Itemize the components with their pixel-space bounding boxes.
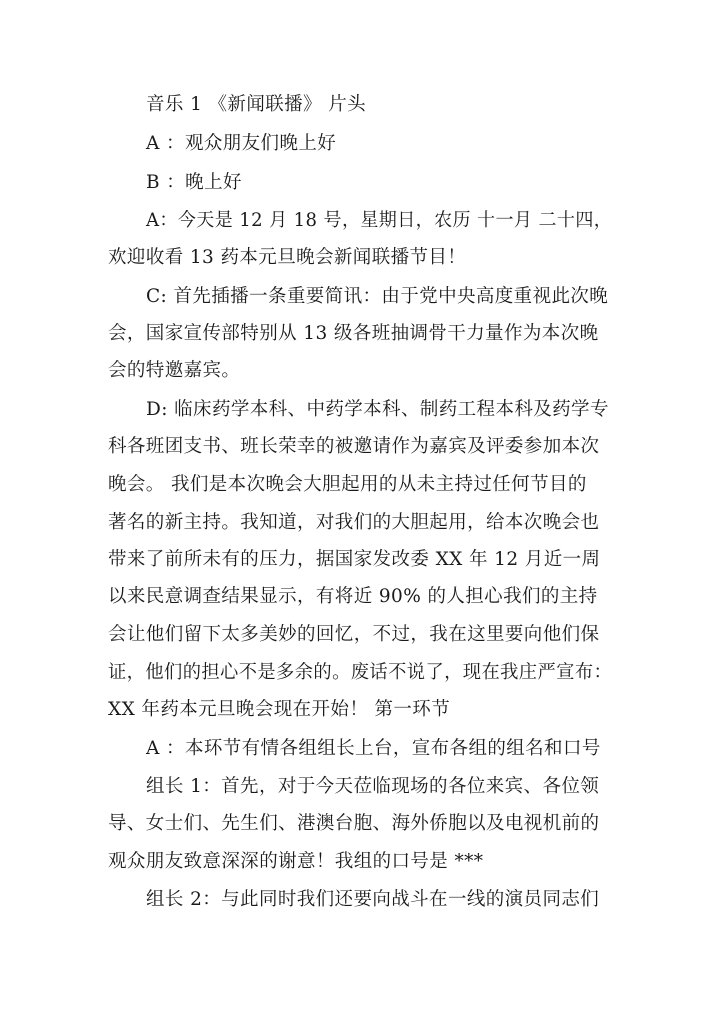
- text-line-21: 观众朋友致意深深的谢意！我组的口号是 ***: [108, 851, 484, 872]
- text-line-17: XX 年药本元旦晚会现在开始！ 第一环节: [108, 699, 451, 720]
- text-line-4: A：今天是 12 月 18 号，星期日，农历 十一月 二十四，: [146, 210, 613, 231]
- text-line-1: 音乐 1 《新闻联播》 片头: [146, 94, 367, 115]
- text-line-2: A ：观众朋友们晚上好: [146, 133, 337, 154]
- text-line-8: 会的特邀嘉宾。: [108, 360, 241, 381]
- text-line-6: C: 首先插播一条重要简讯：由于党中央高度重视此次晚: [146, 286, 609, 307]
- text-line-3: B ：晚上好: [146, 172, 242, 193]
- text-line-16: 证，他们的担心不是多余的。废话不说了，现在我庄严宣布：: [108, 662, 613, 683]
- text-line-14: 以来民意调查结果显示，有将近 90% 的人担心我们的主持: [108, 586, 598, 607]
- text-line-12: 著名的新主持。我知道，对我们的大胆起用，给本次晚会也: [108, 512, 600, 533]
- text-line-5: 欢迎收看 13 药本元旦晚会新闻联播节目！: [108, 247, 467, 268]
- text-line-13: 带来了前所未有的压力，据国家发改委 XX 年 12 月近一周: [108, 549, 601, 570]
- text-line-15: 会让他们留下太多美妙的回忆，不过，我在这里要向他们保: [108, 624, 600, 645]
- text-line-18: A ：本环节有情各组组长上台，宣布各组的组名和口号: [146, 738, 601, 759]
- text-line-22: 组长 2：与此同时我们还要向战斗在一线的演员同志们: [146, 889, 600, 910]
- text-line-7: 会，国家宣传部特别从 13 级各班抽调骨干力量作为本次晚: [108, 323, 599, 344]
- text-line-9: D: 临床药学本科、中药学本科、制药工程本科及药学专: [146, 399, 609, 420]
- text-line-19: 组长 1：首先，对于今天莅临现场的各位来宾、各位领: [146, 776, 600, 797]
- text-line-20: 导、女士们、先生们、港澳台胞、海外侨胞以及电视机前的: [108, 813, 600, 834]
- text-line-10: 科各班团支书、班长荣幸的被邀请作为嘉宾及评委参加本次: [108, 436, 600, 457]
- text-line-11: 晚会。 我们是本次晚会大胆起用的从未主持过任何节目的: [108, 474, 587, 495]
